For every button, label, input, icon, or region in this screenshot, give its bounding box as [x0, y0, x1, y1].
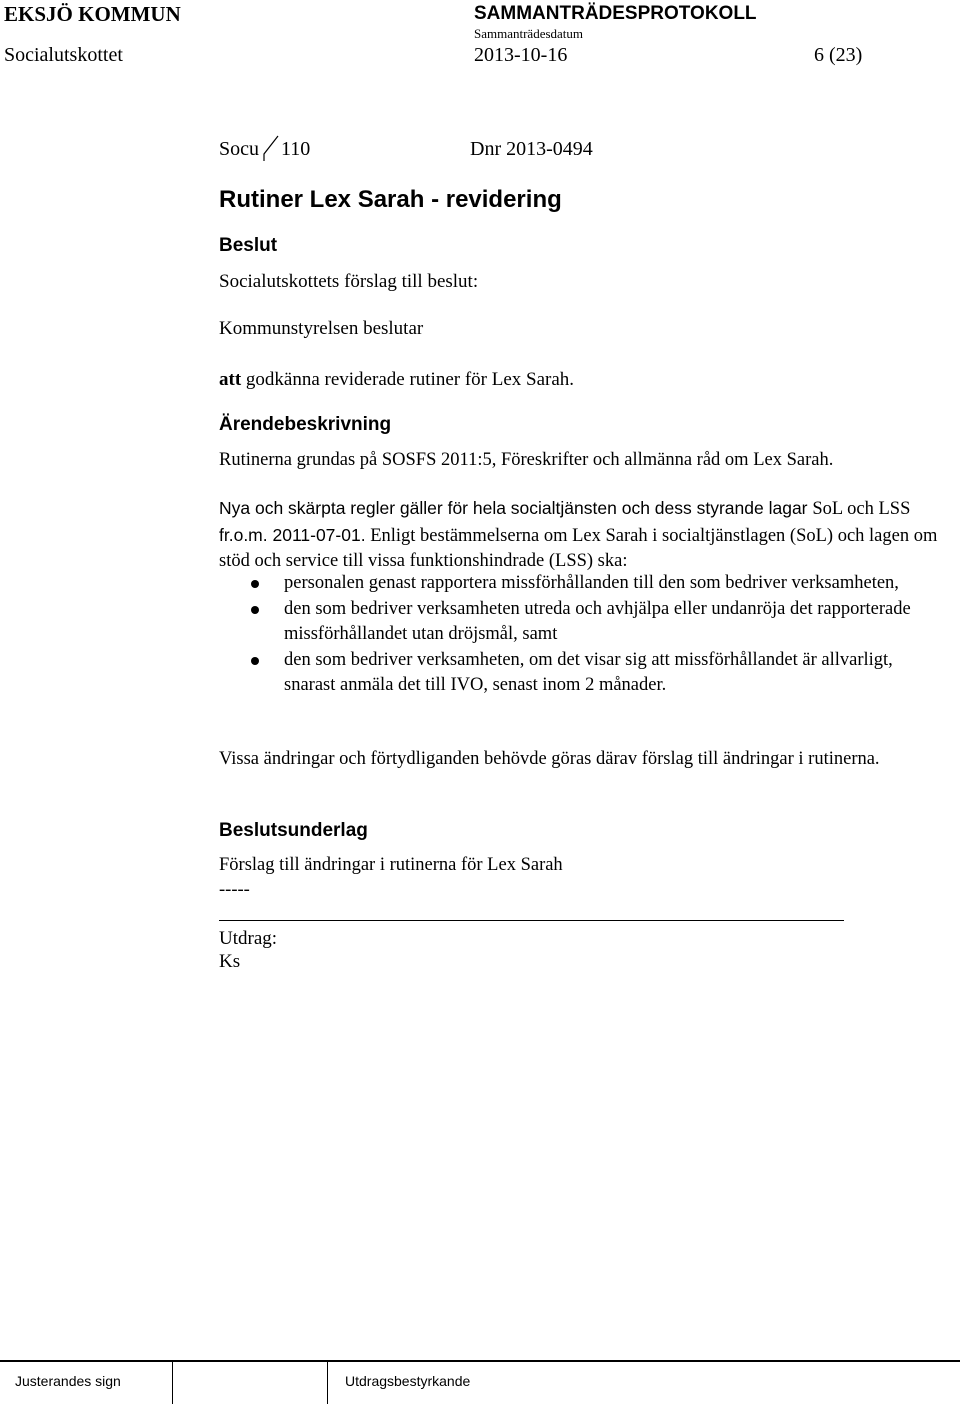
- page-title: Rutiner Lex Sarah - revidering: [219, 186, 562, 213]
- heading-beslutsunderlag: Beslutsunderlag: [219, 820, 368, 841]
- section-number: 110: [281, 138, 311, 160]
- beslut-line-2: Kommunstyrelsen beslutar: [219, 318, 424, 339]
- page-number: 6 (23): [814, 44, 863, 66]
- arende-p2-date: fr.o.m. 2011-07-01.: [219, 524, 366, 545]
- att-keyword: att: [219, 369, 242, 390]
- organization-name: EKSJÖ KOMMUN: [4, 2, 181, 26]
- divider: [219, 920, 844, 921]
- section-prefix: Socu: [219, 138, 259, 160]
- footer-separator: [172, 1360, 173, 1404]
- arende-p2-sans: Nya och skärpta regler gäller för hela socialtjänsten och dess styrande lagar: [219, 498, 813, 518]
- heading-beslut: Beslut: [219, 235, 278, 256]
- section-mark-icon: [262, 134, 280, 162]
- list-item-text: den som bedriver verksamheten, om det visar sig att missförhållandet är allvarligt, snarast anmäla det till IVO, senast inom 2 månader.: [284, 649, 893, 695]
- date-label: Sammanträdesdatum: [474, 26, 584, 41]
- bullet-list: [219, 571, 919, 699]
- att-text: godkänna reviderade rutiner för Lex Sarah.: [241, 369, 575, 390]
- utdrag-value: Ks: [219, 951, 241, 972]
- beslut-line-1: Socialutskottets förslag till beslut:: [219, 271, 479, 292]
- underlag-line-2: -----: [219, 880, 250, 900]
- list-item-text: den som bedriver verksamheten utreda och avhjälpa eller undanröja det rapporterade missförhållandet utan dröjsmål, samt: [284, 598, 911, 644]
- meeting-date: 2013-10-16: [474, 44, 568, 66]
- footer-divider: [0, 1360, 960, 1362]
- footer-cert-label: Utdragsbestyrkande: [345, 1373, 471, 1389]
- bullet-icon: [251, 606, 259, 614]
- footer-sign-label: Justerandes sign: [15, 1373, 121, 1389]
- list-item-text: personalen genast rapportera missförhållanden till den som bedriver verksamheten,: [284, 573, 899, 593]
- arende-p2-serif: SoL och LSS: [812, 499, 911, 519]
- arende-paragraph-3: Vissa ändringar och förtydliganden behövde göras därav förslag till ändringar i rutinerna.: [219, 749, 880, 769]
- arende-paragraph-1: Rutinerna grundas på SOSFS 2011:5, Föreskrifter och allmänna råd om Lex Sarah.: [219, 450, 834, 470]
- bullet-icon: [251, 580, 259, 588]
- list-item: [219, 571, 919, 597]
- list-item: [219, 648, 919, 699]
- utdrag-label: Utdrag:: [219, 928, 278, 949]
- beslut-line-3: [219, 367, 574, 393]
- heading-arendebeskrivning: Ärendebeskrivning: [219, 414, 392, 435]
- bullet-icon: [251, 657, 259, 665]
- footer-separator: [327, 1360, 328, 1404]
- underlag-line-1: Förslag till ändringar i rutinerna för Lex Sarah: [219, 855, 563, 875]
- list-item: [219, 597, 919, 648]
- arende-p2-rest: Enligt bestämmelserna om Lex Sarah i socialtjänstlagen (SoL) och lagen om stöd och service till vissa funktionshindrade (LSS) ska:: [219, 525, 938, 571]
- document-type: SAMMANTRÄDESPROTOKOLL: [474, 3, 757, 24]
- case-dnr: Dnr 2013-0494: [470, 138, 593, 160]
- arende-paragraph-2: [219, 496, 939, 575]
- committee-name: Socialutskottet: [4, 44, 123, 66]
